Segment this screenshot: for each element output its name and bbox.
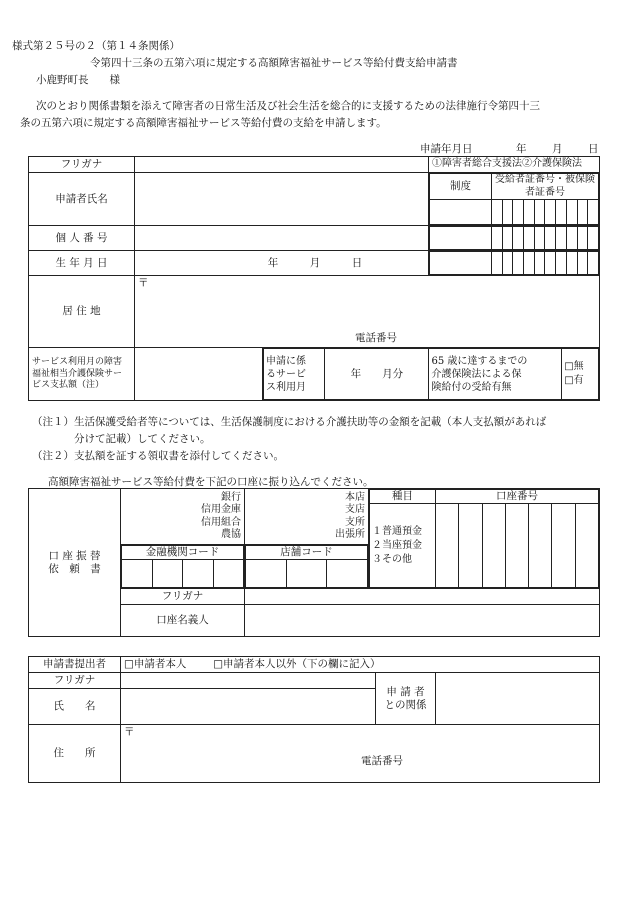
submitter-address-input[interactable] — [121, 725, 600, 783]
intro-line-2: 条の五第六項に規定する高額障害福祉サービス等給付費の支給を申請します。 — [20, 117, 387, 129]
application-day[interactable]: 日 — [588, 143, 599, 155]
cert-digit[interactable] — [588, 252, 599, 275]
cert-digit[interactable] — [492, 252, 503, 275]
branch-type[interactable]: 本店 支店 支所 出張所 — [245, 489, 369, 545]
submitter-other-checkbox[interactable]: □申請者本人以外（下の欄に記入） — [213, 658, 381, 670]
personal-number-label: 個 人 番 号 — [29, 226, 135, 251]
cert-digit[interactable] — [492, 200, 503, 225]
relation-label: 申 請 者 との関係 — [376, 673, 436, 725]
benefit-exists-checkbox[interactable]: □有 — [564, 375, 584, 387]
insurance-benefit-label: 65 歳に達するまでの 介護保険法による保 険給付の受給有無 — [429, 349, 562, 400]
cert-digit[interactable] — [566, 252, 577, 275]
benefit-none-checkbox[interactable]: □無 — [564, 361, 584, 373]
phone-label: 電話番号 — [355, 332, 397, 344]
application-date-label: 申請年月日 — [420, 143, 473, 155]
bank-code-label: 金融機関コード — [122, 546, 244, 560]
cert-digit[interactable] — [545, 227, 556, 250]
account-digit[interactable] — [482, 504, 505, 588]
applicant-name-input[interactable] — [135, 173, 429, 226]
cert-digit[interactable] — [513, 227, 524, 250]
account-digit[interactable] — [459, 504, 482, 588]
system-label: 制度 — [430, 174, 492, 200]
service-payment-input[interactable] — [135, 348, 263, 401]
cert-digit[interactable] — [577, 252, 588, 275]
birth-date-input[interactable]: 年 月 日 — [135, 251, 429, 276]
cert-digit[interactable] — [534, 227, 545, 250]
cert-digit[interactable] — [524, 200, 535, 225]
birth-date-label: 生 年 月 日 — [29, 251, 135, 276]
bank-code-digit[interactable] — [183, 560, 214, 588]
submitter-address-label: 住 所 — [29, 725, 121, 783]
cert-digit[interactable] — [534, 200, 545, 225]
holder-furigana-label: フリガナ — [121, 589, 245, 605]
service-month-label: 申請に係 るサービ ス利用月 — [264, 349, 325, 400]
holder-furigana-input[interactable] — [245, 589, 600, 605]
service-month-input[interactable]: 年 月分 — [325, 349, 429, 400]
furigana-input[interactable] — [135, 157, 429, 173]
account-number-label: 口座番号 — [436, 490, 599, 504]
account-digit[interactable] — [552, 504, 575, 588]
cert-digit[interactable] — [556, 227, 567, 250]
submitter-self-checkbox[interactable]: □申請者本人 — [124, 658, 187, 670]
account-kind-options[interactable]: １普通預金 ２当座預金 ３その他 — [370, 504, 436, 588]
application-year[interactable]: 年 — [516, 143, 527, 155]
bank-transfer-label: 口 座 振 替 依 頼 書 — [29, 489, 121, 637]
form-title: 令第四十三条の五第六項に規定する高額障害福祉サービス等給付費支給申請書 — [90, 57, 458, 69]
submitter-name-input[interactable] — [121, 689, 376, 725]
note-2: （注２）支払額を証する領収書を添付してください。 — [32, 450, 284, 462]
bank-code-digit[interactable] — [213, 560, 244, 588]
cert-digit[interactable] — [566, 200, 577, 225]
cert-digit[interactable] — [502, 200, 513, 225]
system-input[interactable] — [430, 200, 492, 225]
submitter-name-label: 氏 名 — [29, 689, 121, 725]
cert-digit[interactable] — [513, 200, 524, 225]
bank-code-digit[interactable] — [152, 560, 183, 588]
form-number: 様式第２５号の２（第１４条関係） — [12, 40, 180, 52]
note-1-line-2: 分けて記載）してください。 — [74, 433, 211, 445]
cert-digit[interactable] — [534, 252, 545, 275]
cert-digit[interactable] — [588, 227, 599, 250]
note-1-line-1: （注１）生活保護受給者等については、生活保護制度における介護扶助等の金額を記載（本人支払額があれば — [32, 416, 547, 428]
institution-type[interactable]: 銀行 信用金庫 信用組合 農協 — [121, 489, 245, 545]
submitter-table — [28, 656, 600, 783]
address-label: 居 住 地 — [29, 276, 135, 348]
submitter-furigana-label: フリガナ — [29, 673, 121, 689]
furigana-label: フリガナ — [29, 157, 135, 173]
cert-digit[interactable] — [524, 252, 535, 275]
applicant-table — [28, 156, 600, 401]
account-digit[interactable] — [529, 504, 552, 588]
cert-digit[interactable] — [502, 252, 513, 275]
cert-digit[interactable] — [556, 252, 567, 275]
submitter-furigana-input[interactable] — [121, 673, 376, 689]
account-kind-label: 種目 — [370, 490, 436, 504]
cert-digit[interactable] — [566, 227, 577, 250]
branch-code-digit[interactable] — [327, 560, 368, 588]
service-payment-label: サービス利用月の障害 福祉相当介護保険サー ビス支払額（注） — [29, 348, 135, 401]
system-input[interactable] — [430, 252, 492, 275]
submitter-postal-mark: 〒 — [124, 726, 135, 739]
bank-code-digit[interactable] — [122, 560, 153, 588]
cert-digit[interactable] — [556, 200, 567, 225]
cert-digit[interactable] — [492, 227, 503, 250]
account-holder-input[interactable] — [245, 605, 600, 637]
account-digit[interactable] — [575, 504, 598, 588]
transfer-intro: 高額障害福祉サービス等給付費を下記の口座に振り込んでください。 — [48, 476, 374, 488]
account-holder-label: 口座名義人 — [121, 605, 245, 637]
submitter-phone-label: 電話番号 — [361, 755, 403, 768]
intro-line-1: 次のとおり関係書類を添えて障害者の日常生活及び社会生活を総合的に支援するための法律施行令第四十三 — [36, 100, 540, 112]
branch-code-digit[interactable] — [246, 560, 287, 588]
postal-mark: 〒 — [138, 277, 149, 290]
application-month[interactable]: 月 — [552, 143, 563, 155]
account-digit[interactable] — [436, 504, 459, 588]
account-digit[interactable] — [505, 504, 528, 588]
addressee: 小鹿野町長 様 — [36, 74, 120, 86]
cert-digit[interactable] — [588, 200, 599, 225]
law-type-label: ①障害者総合支援法②介護保険法 — [429, 157, 600, 173]
relation-input[interactable] — [436, 673, 600, 725]
cert-digit[interactable] — [513, 252, 524, 275]
bank-table — [28, 488, 600, 637]
cert-digit[interactable] — [502, 227, 513, 250]
cert-number-label: 受給者証番号・被保険者証番号 — [492, 174, 599, 200]
personal-number-input[interactable] — [135, 226, 429, 251]
applicant-name-label: 申請者氏名 — [29, 173, 135, 226]
cert-digit[interactable] — [577, 200, 588, 225]
branch-code-label: 店舗コード — [246, 546, 368, 560]
branch-code-digit[interactable] — [286, 560, 327, 588]
cert-digit[interactable] — [577, 227, 588, 250]
cert-digit[interactable] — [524, 227, 535, 250]
cert-digit[interactable] — [545, 200, 556, 225]
address-input[interactable] — [135, 276, 600, 348]
submitter-label: 申請書提出者 — [29, 657, 121, 673]
system-input[interactable] — [430, 227, 492, 250]
cert-digit[interactable] — [545, 252, 556, 275]
